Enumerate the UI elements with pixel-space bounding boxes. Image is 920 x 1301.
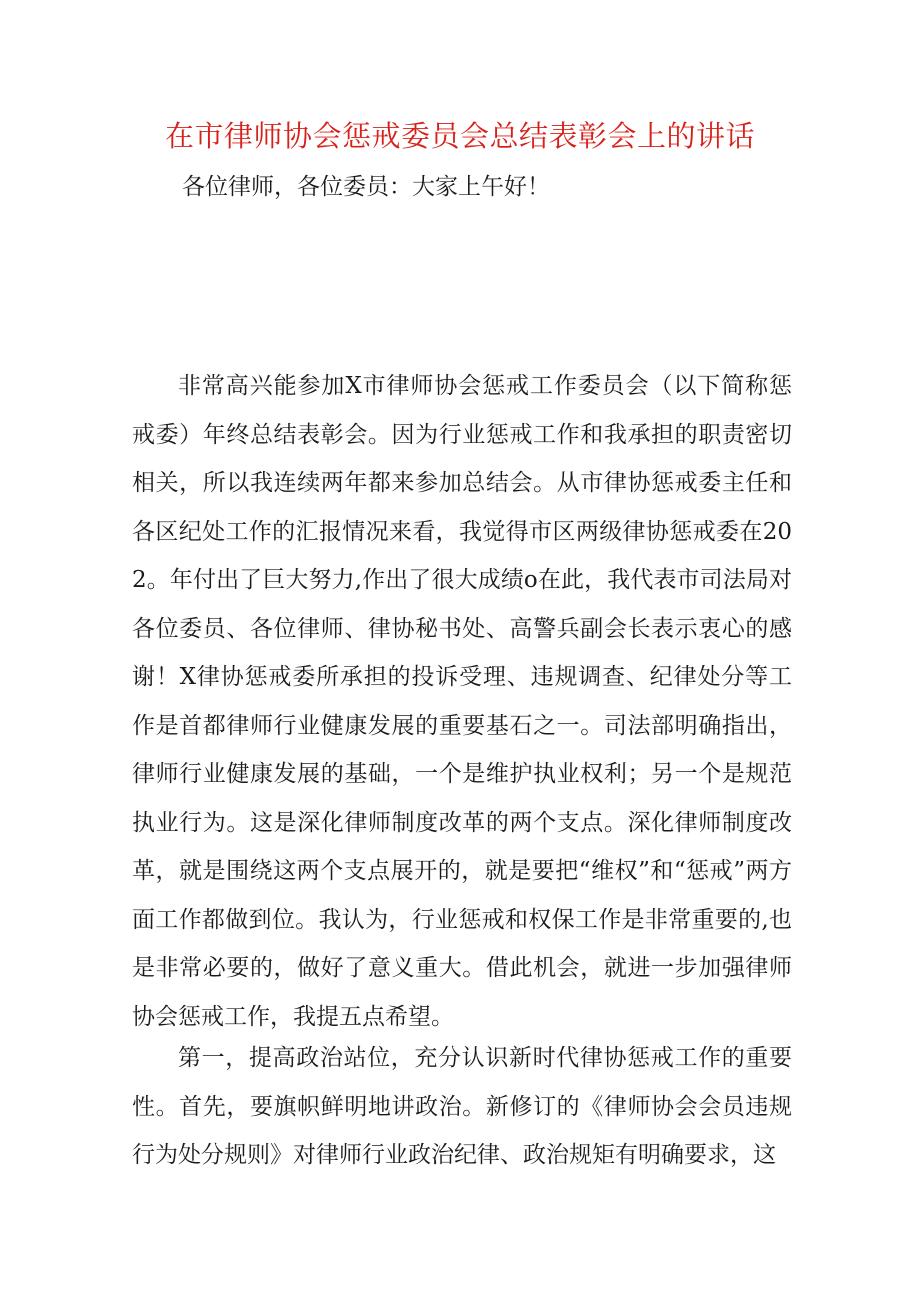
paragraph-text: 第一，提高政治站位，充分认识新时代律协惩戒工作的重要性。首先，要旗帜鲜明地讲政治。新修订的《律师协会会员违规行为处分规则》对律师行业政治纪律、政治规矩有明确要求，这 [132, 1045, 792, 1168]
paragraph-text: 非常高兴能参加X市律师协会惩戒工作委员会（以下简称惩戒委）年终总结表彰会。因为行业惩戒工作和我承担的职责密切相关，所以我连续两年都来参加总结会。从市律协惩戒委主任和各区纪处工作的汇报情况来看，我觉得市区两级律协惩戒委在202。年付出了巨大努力,作出了很大成绩o在此，我代表市司法局对各位委员、各位律师、律协秘书处、高警兵副会长表示衷心的感谢！X律协惩戒委所承担的投诉受理、违规调查、纪律处分等工作是首都律师行业健康发展的重要基石之一。司法部明确指出，律师行业健康发展的基础，一个是维护执业权利；另一个是规范执业行为。这是深化律师制度改革的两个支点。深化律师制度改革，就是围绕这两个支点展开的，就是要把“维权”和“惩戒”两方面工作都做到位。我认为，行业惩戒和权保工作是非常重要的,也是非常必要的，做好了意义重大。借此机会，就进一步加强律师协会惩戒工作，我提五点希望。 [132, 373, 792, 1030]
body-paragraph-2 [132, 1034, 792, 1224]
greeting-line: 各位律师，各位委员：大家上午好！ [182, 174, 550, 200]
body-paragraph-1 [132, 362, 792, 1041]
document-title: 在市律师协会惩戒委员会总结表彰会上的讲话 [164, 119, 755, 153]
